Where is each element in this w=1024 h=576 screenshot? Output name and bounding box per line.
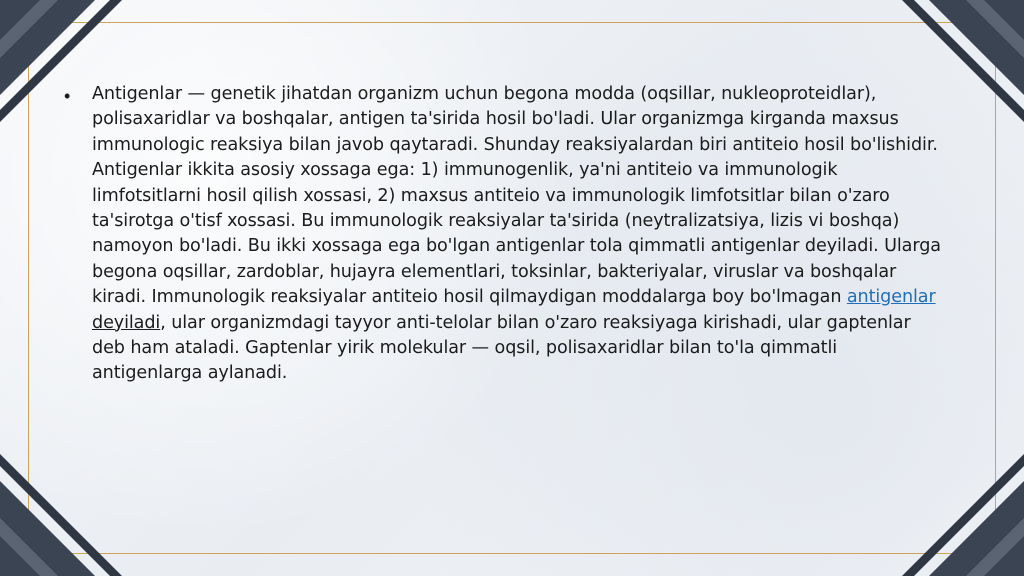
paragraph-text-start: Antigenlar — genetik jihatdan organizm uchun begona modda (oqsillar, nukleoproteidlar), polisaxaridlar va boshqalar, antigen ta'sirida hosil bo'ladi. Ular organizmga kirganda maxsus immunologic reaksiya bilan javob qaytaradi. Shunday reaksiyalardan biri antiteio hosil bo'lishidir. Antigenlar ikkita asosiy xossaga ega: 1) immunogenlik, ya'ni antiteio va immunologik limfotsitlarni hosil qilish xossasi, 2) maxsus antiteio va immunologik limfotsitlar bilan o'zaro ta'sirotga o'tisf xossasi. Bu immunologik reaksiyalar ta'sirida (neytralizatsiya, lizis vi boshqa) namoyon bo'ladi. Bu ikki xossaga ega bo'lgan antigenlar tola qimmatli antigenlar deyiladi. Ularga begona oqsillar, zardoblar, hujayra elementlari, toksinlar, bakteriyalar, viruslar va boshqalar kiradi. Immunologik reaksiyalar antiteio hosil qilmaydigan moddalarga boy bo'lmagan [92, 84, 941, 308]
body-paragraph [92, 82, 944, 387]
bullet-marker: • [64, 86, 71, 106]
corner-ornament-bottom-left [0, 446, 130, 576]
underlined-word: deyiladi [92, 312, 161, 333]
slide-content [64, 82, 944, 387]
paragraph-text-end: , ular organizmdagi tayyor anti-telolar bilan o'zaro reaksiyaga kirishadi, ular gaptenlar deb ham ataladi. Gaptenlar yirik molekular — oqsil, polisaxaridlar bilan to'la qimmatli antigenlarga aylanadi. [92, 312, 911, 384]
corner-ornament-bottom-right [894, 446, 1024, 576]
antigenlar-link[interactable]: antigenlar [846, 287, 936, 308]
